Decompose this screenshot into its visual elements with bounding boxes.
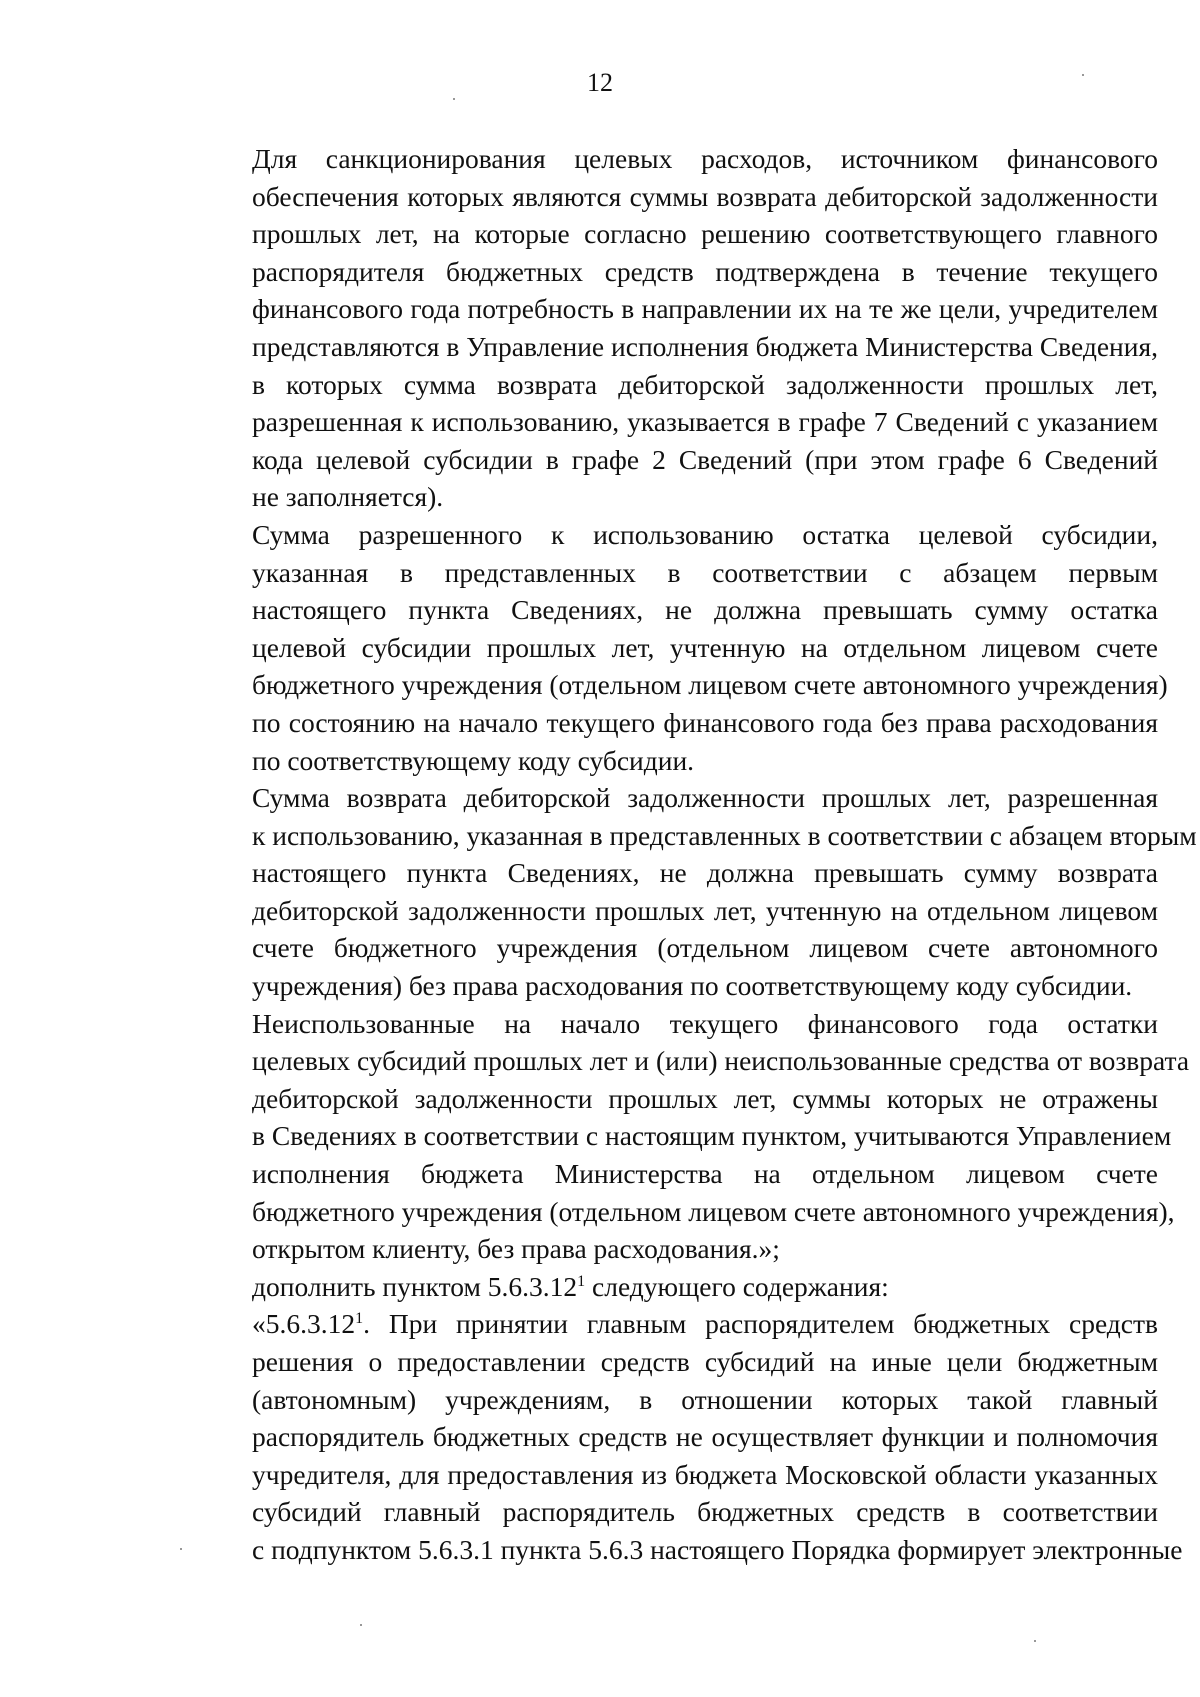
paragraph-5 — [182, 1268, 1158, 1306]
text-line: открытом клиенту, без права расходования.»; — [252, 1233, 780, 1265]
text-line — [182, 1305, 1158, 1343]
text-line: к использованию, указанная в представленных в соответствии с абзацем вторым — [252, 819, 1197, 851]
text-line: обеспечения которых являются суммы возврата дебиторской задолженности — [252, 180, 1158, 212]
text-line: субсидий главный распорядитель бюджетных средств в соответствии — [252, 1496, 1158, 1528]
text-line: бюджетного учреждения (отдельном лицевом счете автономного учреждения) — [252, 669, 1168, 701]
text-line: распорядитель бюджетных средств не осуществляет функции и полномочия — [252, 1421, 1158, 1453]
text-line: указанная в представленных в соответствии с абзацем первым — [252, 556, 1158, 588]
superscript: 1 — [577, 1272, 586, 1290]
text-line: с подпунктом 5.6.3.1 пункта 5.6.3 настоящего Порядка формирует электронные — [252, 1533, 1183, 1565]
paragraph-2 — [182, 516, 1168, 779]
text-fragment: «5.6.3.12 — [252, 1308, 356, 1340]
document-body — [182, 140, 1197, 1569]
text-line: Неиспользованные на начало текущего финансового года остатки — [252, 1007, 1158, 1039]
text-fragment: . При принятии главным распорядителем бюджетных средств — [363, 1308, 1158, 1340]
text-line: кода целевой субсидии в графе 2 Сведений (при этом графе 6 Сведений — [252, 443, 1158, 475]
text-line: целевой субсидии прошлых лет, учтенную на отдельном лицевом счете — [252, 631, 1158, 663]
page-number: 12 — [587, 68, 613, 97]
scan-speck — [1082, 74, 1084, 76]
superscript: 1 — [355, 1310, 364, 1328]
paragraph-3 — [182, 779, 1197, 1005]
scan-speck — [360, 1624, 362, 1626]
scan-speck — [1034, 1640, 1036, 1642]
text-line — [182, 1268, 1158, 1306]
text-line: учреждения) без права расходования по соответствующему коду субсидии. — [252, 970, 1133, 1002]
text-fragment: следующего содержания: — [585, 1270, 889, 1302]
text-line: в Сведениях в соответствии с настоящим пунктом, учитываются Управлением — [252, 1120, 1172, 1152]
text-fragment: дополнить пунктом 5.6.3.12 — [252, 1270, 578, 1302]
text-line: целевых субсидий прошлых лет и (или) неиспользованные средства от возврата — [252, 1045, 1190, 1077]
text-line: прошлых лет, на которые согласно решению соответствующего главного — [252, 218, 1158, 250]
text-line: Сумма разрешенного к использованию остатка целевой субсидии, — [252, 518, 1158, 550]
text-line: настоящего пункта Сведениях, не должна превышать сумму остатка — [252, 594, 1158, 626]
text-line: счете бюджетного учреждения (отдельном лицевом счете автономного — [252, 932, 1158, 964]
scan-speck — [180, 1548, 182, 1550]
text-line: представляются в Управление исполнения бюджета Министерства Сведения, — [252, 330, 1158, 362]
text-line: бюджетного учреждения (отдельном лицевом счете автономного учреждения), — [252, 1195, 1175, 1227]
paragraph-1 — [182, 140, 1158, 516]
text-line: Сумма возврата дебиторской задолженности прошлых лет, разрешенная — [252, 782, 1158, 814]
paragraph-6 — [182, 1305, 1183, 1568]
paragraph-4 — [182, 1005, 1190, 1268]
text-line: распорядителя бюджетных средств подтверждена в течение текущего — [252, 255, 1158, 287]
text-line: по состоянию на начало текущего финансового года без права расходования — [252, 706, 1158, 738]
text-line: Для санкционирования целевых расходов, источником финансового — [252, 143, 1158, 174]
text-line: финансового года потребность в направлении их на те же цели, учредителем — [252, 293, 1158, 325]
text-line: дебиторской задолженности прошлых лет, суммы которых не отражены — [252, 1082, 1158, 1114]
text-line: (автономным) учреждениям, в отношении которых такой главный — [252, 1383, 1158, 1415]
scan-speck — [453, 98, 455, 100]
text-line: по соответствующему коду субсидии. — [252, 744, 695, 776]
text-line: исполнения бюджета Министерства на отдельном лицевом счете — [252, 1158, 1158, 1190]
text-line: в которых сумма возврата дебиторской задолженности прошлых лет, — [252, 368, 1158, 400]
text-line: разрешенная к использованию, указывается в графе 7 Сведений с указанием — [252, 406, 1158, 438]
text-line: дебиторской задолженности прошлых лет, учтенную на отдельном лицевом — [252, 894, 1158, 926]
text-line: учредителя, для предоставления из бюджета Московской области указанных — [252, 1458, 1158, 1490]
text-line: не заполняется). — [252, 481, 444, 513]
text-line: настоящего пункта Сведениях, не должна превышать сумму возврата — [252, 857, 1158, 889]
text-line: решения о предоставлении средств субсидий на иные цели бюджетным — [252, 1346, 1158, 1377]
